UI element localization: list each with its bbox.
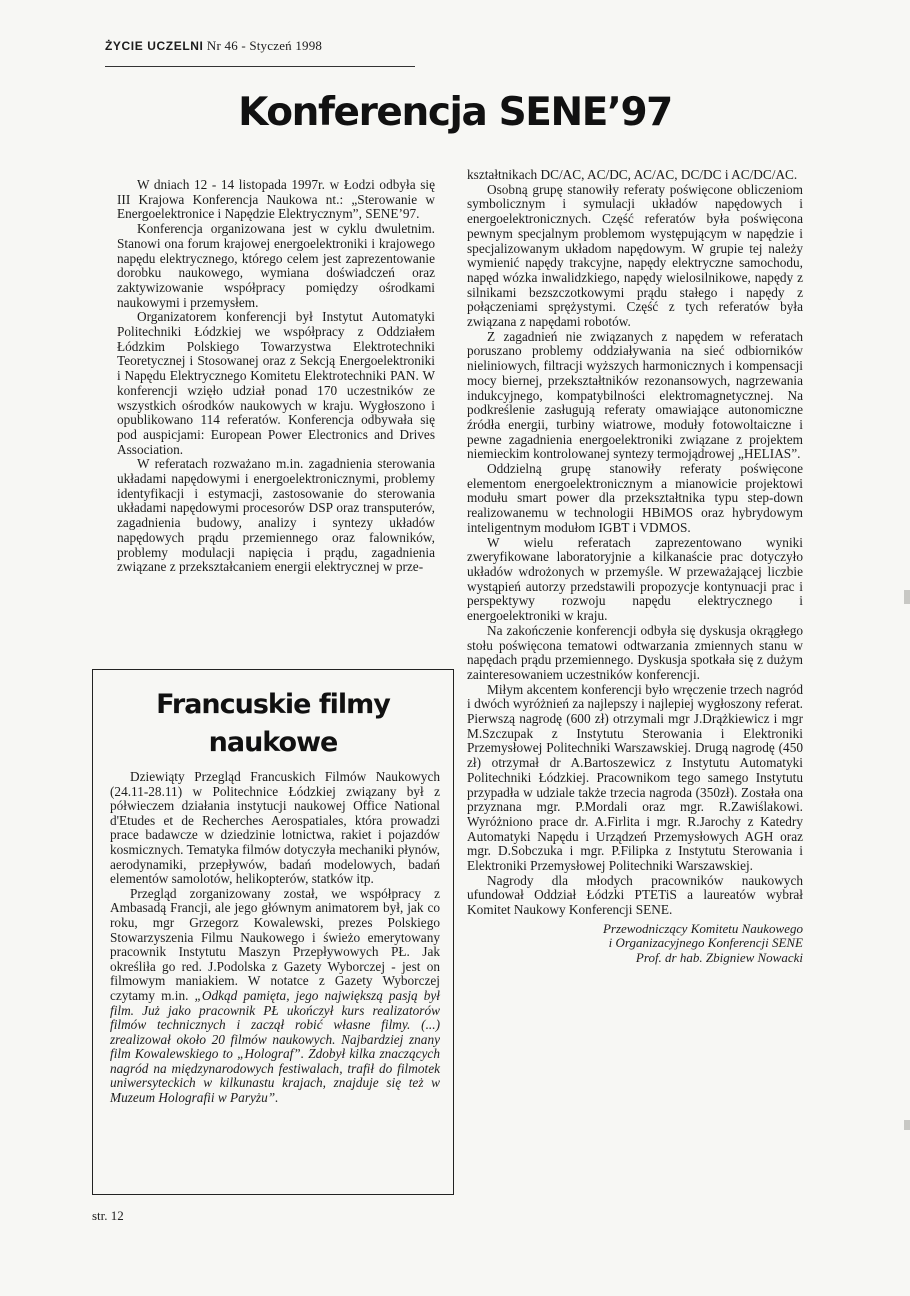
sidebar-paragraph-text: Przegląd zorganizowany został, we współpracy z Ambasadą Francji, ale jego głównym animatorem był, jak co roku, mgr Grzegorz Kowalewski, prezes Polskiego Stowarzyszenia Filmu Naukowego i świeżo emerytowany pracownik Instytutu Maszyn Przepływowych PŁ. Jak określiła go red. J.Podolska z Gazety Wyborczej - jest on filmowym maniakiem. W notatce z Gazety Wyborczej czytamy m.in. (110, 885, 440, 1003)
header-divider (105, 66, 415, 67)
sidebar-title-line: naukowe (208, 727, 338, 758)
article-title: Konferencja SENE’97 (238, 90, 672, 135)
article-paragraph: Na zakończenie konferencji odbyła się dyskusja okrągłego stołu poświęcona tematowi odtwarzania zmiennych stanu w napędach prądu przemiennego. Dyskusja spotkała się z dużym zainteresowaniem uczestników konferencji. (467, 622, 803, 682)
masthead: ŻYCIE UCZELNI (105, 39, 204, 53)
article-paragraph: Konferencja organizowana jest w cyklu dwuletnim. Stanowi ona forum krajowej energoelektroniki i krajowego napędu elektrycznego, którego celem jest zaprezentowanie dorobku naukowego, wymiana doświadczeń oraz zaktywizowanie współpracy pomiędzy ośrodkami naukowymi i przemysłem. (117, 221, 435, 310)
signature-line: Przewodniczący Komitetu Naukowego (602, 920, 803, 936)
sidebar-title (93, 686, 453, 762)
article-left-column (117, 178, 435, 575)
article-paragraph: W referatach rozważano m.in. zagadnienia sterowania układami napędowymi i energoelektronicznymi, problemy identyfikacji i estymacji, zastosowanie do sterowania układami napędowymi procesorów DSP oraz transputerów, zagadnienia budowy, analizy i syntezy układów napędowych prądu przemiennego oraz falowników, problemy modulacji napięcia i prądu, zagadnienia związane z przekształcaniem energii elektrycznej w prze- (117, 456, 435, 575)
sidebar-quote: „Odkąd pamięta, jego największą pasją był film. Już jako pracownik PŁ ukończył kurs realizatorów filmów technicznych i zaczął robić własne filmy. (...) zrealizował około 20 filmów naukowych. Najbardziej znany film Kowalewskiego to „Holograf”. Zdobył kilka znaczących nagród na międzynarodowych festiwalach, trafił do filmotek uniwersyteckich w kilkunastu krajach, znajduje się też w Muzeum Holografii w Paryżu”. (110, 987, 440, 1106)
page-number: str. 12 (92, 1208, 124, 1223)
scan-artifact (904, 1120, 910, 1130)
article-paragraph: Miłym akcentem konferencji było wręczenie trzech nagród i dwóch wyróżnień za najlepszy i najlepiej wygłoszony referat. Pierwszą nagrodę (600 zł) otrzymali mgr J.Drążkiewicz i mgr M.Szczupak z Instytutu Sterowania i Elektroniki Przemysłowej Politechniki Warszawskiej. Drugą nagrodę (450 zł) otrzymał dr A.Bartoszewicz z Instytutu Automatyki Politechniki Łódzkiej. Pracownikom tego samego Instytutu przypadła w udziale także trzecia nagroda (350zł). Została ona przyznana mgr. P.Mordali oraz mgr. R.Zawiślakowi. Wyróżniono prace dr. A.Firlita i mgr. R.Jarochy z Katedry Automatyki Napędu i Urządzeń Przemysłowych AGH oraz mgr. D.Sobczuka i mgr. P.Filipka z Instytutu Sterowania i Elektroniki Przemysłowej Politechniki Warszawskiej. (467, 681, 803, 874)
signature-line: i Organizacyjnego Konferencji SENE (608, 935, 803, 951)
article-paragraph: Oddzielną grupę stanowiły referaty poświęcone elementom energoelektronicznym a mianowicie projektowi modułu smart power dla przekształtnika typu step-down realizowanemu w technologii HBiMOS oraz hybrydowym inteligentnym modułom IGBT i VDMOS. (467, 461, 803, 535)
author-signature (467, 922, 803, 966)
sidebar-title-line: Francuskie filmy (156, 689, 390, 720)
article-right-column (467, 168, 803, 966)
article-paragraph: Nagrody dla młodych pracowników naukowych ufundował Oddział Łódzki PTETiS a laureatów wybrał Komitet Naukowy Konferencji SENE. (467, 872, 803, 918)
sidebar-text (110, 770, 440, 1106)
article-paragraph: kształtnikach DC/AC, AC/DC, AC/AC, DC/DC i AC/DC/AC. (467, 167, 798, 182)
sidebar-box (92, 669, 454, 1195)
sidebar-paragraph: Dziewiąty Przegląd Francuskich Filmów Naukowych (24.11-28.11) w Politechnice Łódzkiej związany był z półwieczem działania instytucji naukowej Office National d'Etudes et de Recherches Aerospatiales, która prowadzi prace badawcze w dziedzinie lotnictwa, rakiet i pojazdów kosmicznych. Tematyka filmów dotyczyła mechaniki płynów, aerodynamiki, przepływów, badań modelowych, badań elementów samolotów, helikopterów, statków itp. (110, 769, 440, 887)
article-paragraph: Osobną grupę stanowiły referaty poświęcone obliczeniom symbolicznym i symulacji układów napędowych i energoelektronicznych. Część referatów była poświęcona pewnym specjalnym problemom występującym w napędzie i specjalizowanym układom napędowym. W grupie tej należy wymienić napędy trakcyjne, napędy elektryczne samochodu, napęd wózka inwalidzkiego, napędy wielosilnikowe, napędy z silnikami bezszczotkowymi prądu stałego i napędy z połączeniami sprężystymi. Część z tych referatów była związana z napędami robotów. (467, 181, 803, 330)
article-paragraph: Z zagadnień nie związanych z napędem w referatach poruszano problemy oddziaływania na sieć odbiorników nieliniowych, filtracji wyższych harmonicznych i kompensacji mocy biernej, przekształtników rezonansowych, nagrzewania indukcyjnego, kompatybilności elektromagnetycznej. Na podkreślenie zasługują referaty omawiające autonomiczne źródła energii, turbiny wiatrowe, moduły fotowoltaiczne i pewne zagadnienia energoelektroniki związane z projektem niemieckim kontrolowanej syntezy termojądrowej „HELIAS”. (467, 328, 803, 462)
sidebar-paragraph (110, 887, 440, 1106)
article-paragraph: W dniach 12 - 14 listopada 1997r. w Łodzi odbyła się III Krajowa Konferencja Naukowa nt.: „Sterowanie w Energoelektronice i Napędzie Elektrycznym”, SENE’97. (117, 177, 435, 222)
page-header (105, 38, 322, 54)
article-paragraph: Organizatorem konferencji był Instytut Automatyki Politechniki Łódzkiej we współpracy z Oddziałem Łódzkim Polskiego Towarzystwa Elektrotechniki Teoretycznej i Stosowanej oraz z Sekcją Energoelektroniki i Napędu Elektrycznego Komitetu Elektrotechniki PAN. W konferencji wzięło udział ponad 170 uczestników ze wszystkich ośrodków naukowych w kraju. Wygłoszono i opublikowano 114 referatów. Konferencja odbywała się pod auspicjami: European Power Electronics and Drives Association. (117, 309, 435, 457)
scan-artifact (904, 590, 910, 604)
signature-line: Prof. dr hab. Zbigniew Nowacki (635, 950, 803, 966)
article-paragraph: W wielu referatach zaprezentowano wyniki zweryfikowane laboratoryjnie a kilkanaście prac dotyczyło układów wdrożonych w przemyśle. W przeważającej liczbie wystąpień autorzy przedstawili propozycje kontynuacji prac i perspektywy rozwoju napędu elektrycznego i energoelektroniki w kraju. (467, 534, 803, 624)
issue-info: Nr 46 - Styczeń 1998 (206, 38, 323, 53)
